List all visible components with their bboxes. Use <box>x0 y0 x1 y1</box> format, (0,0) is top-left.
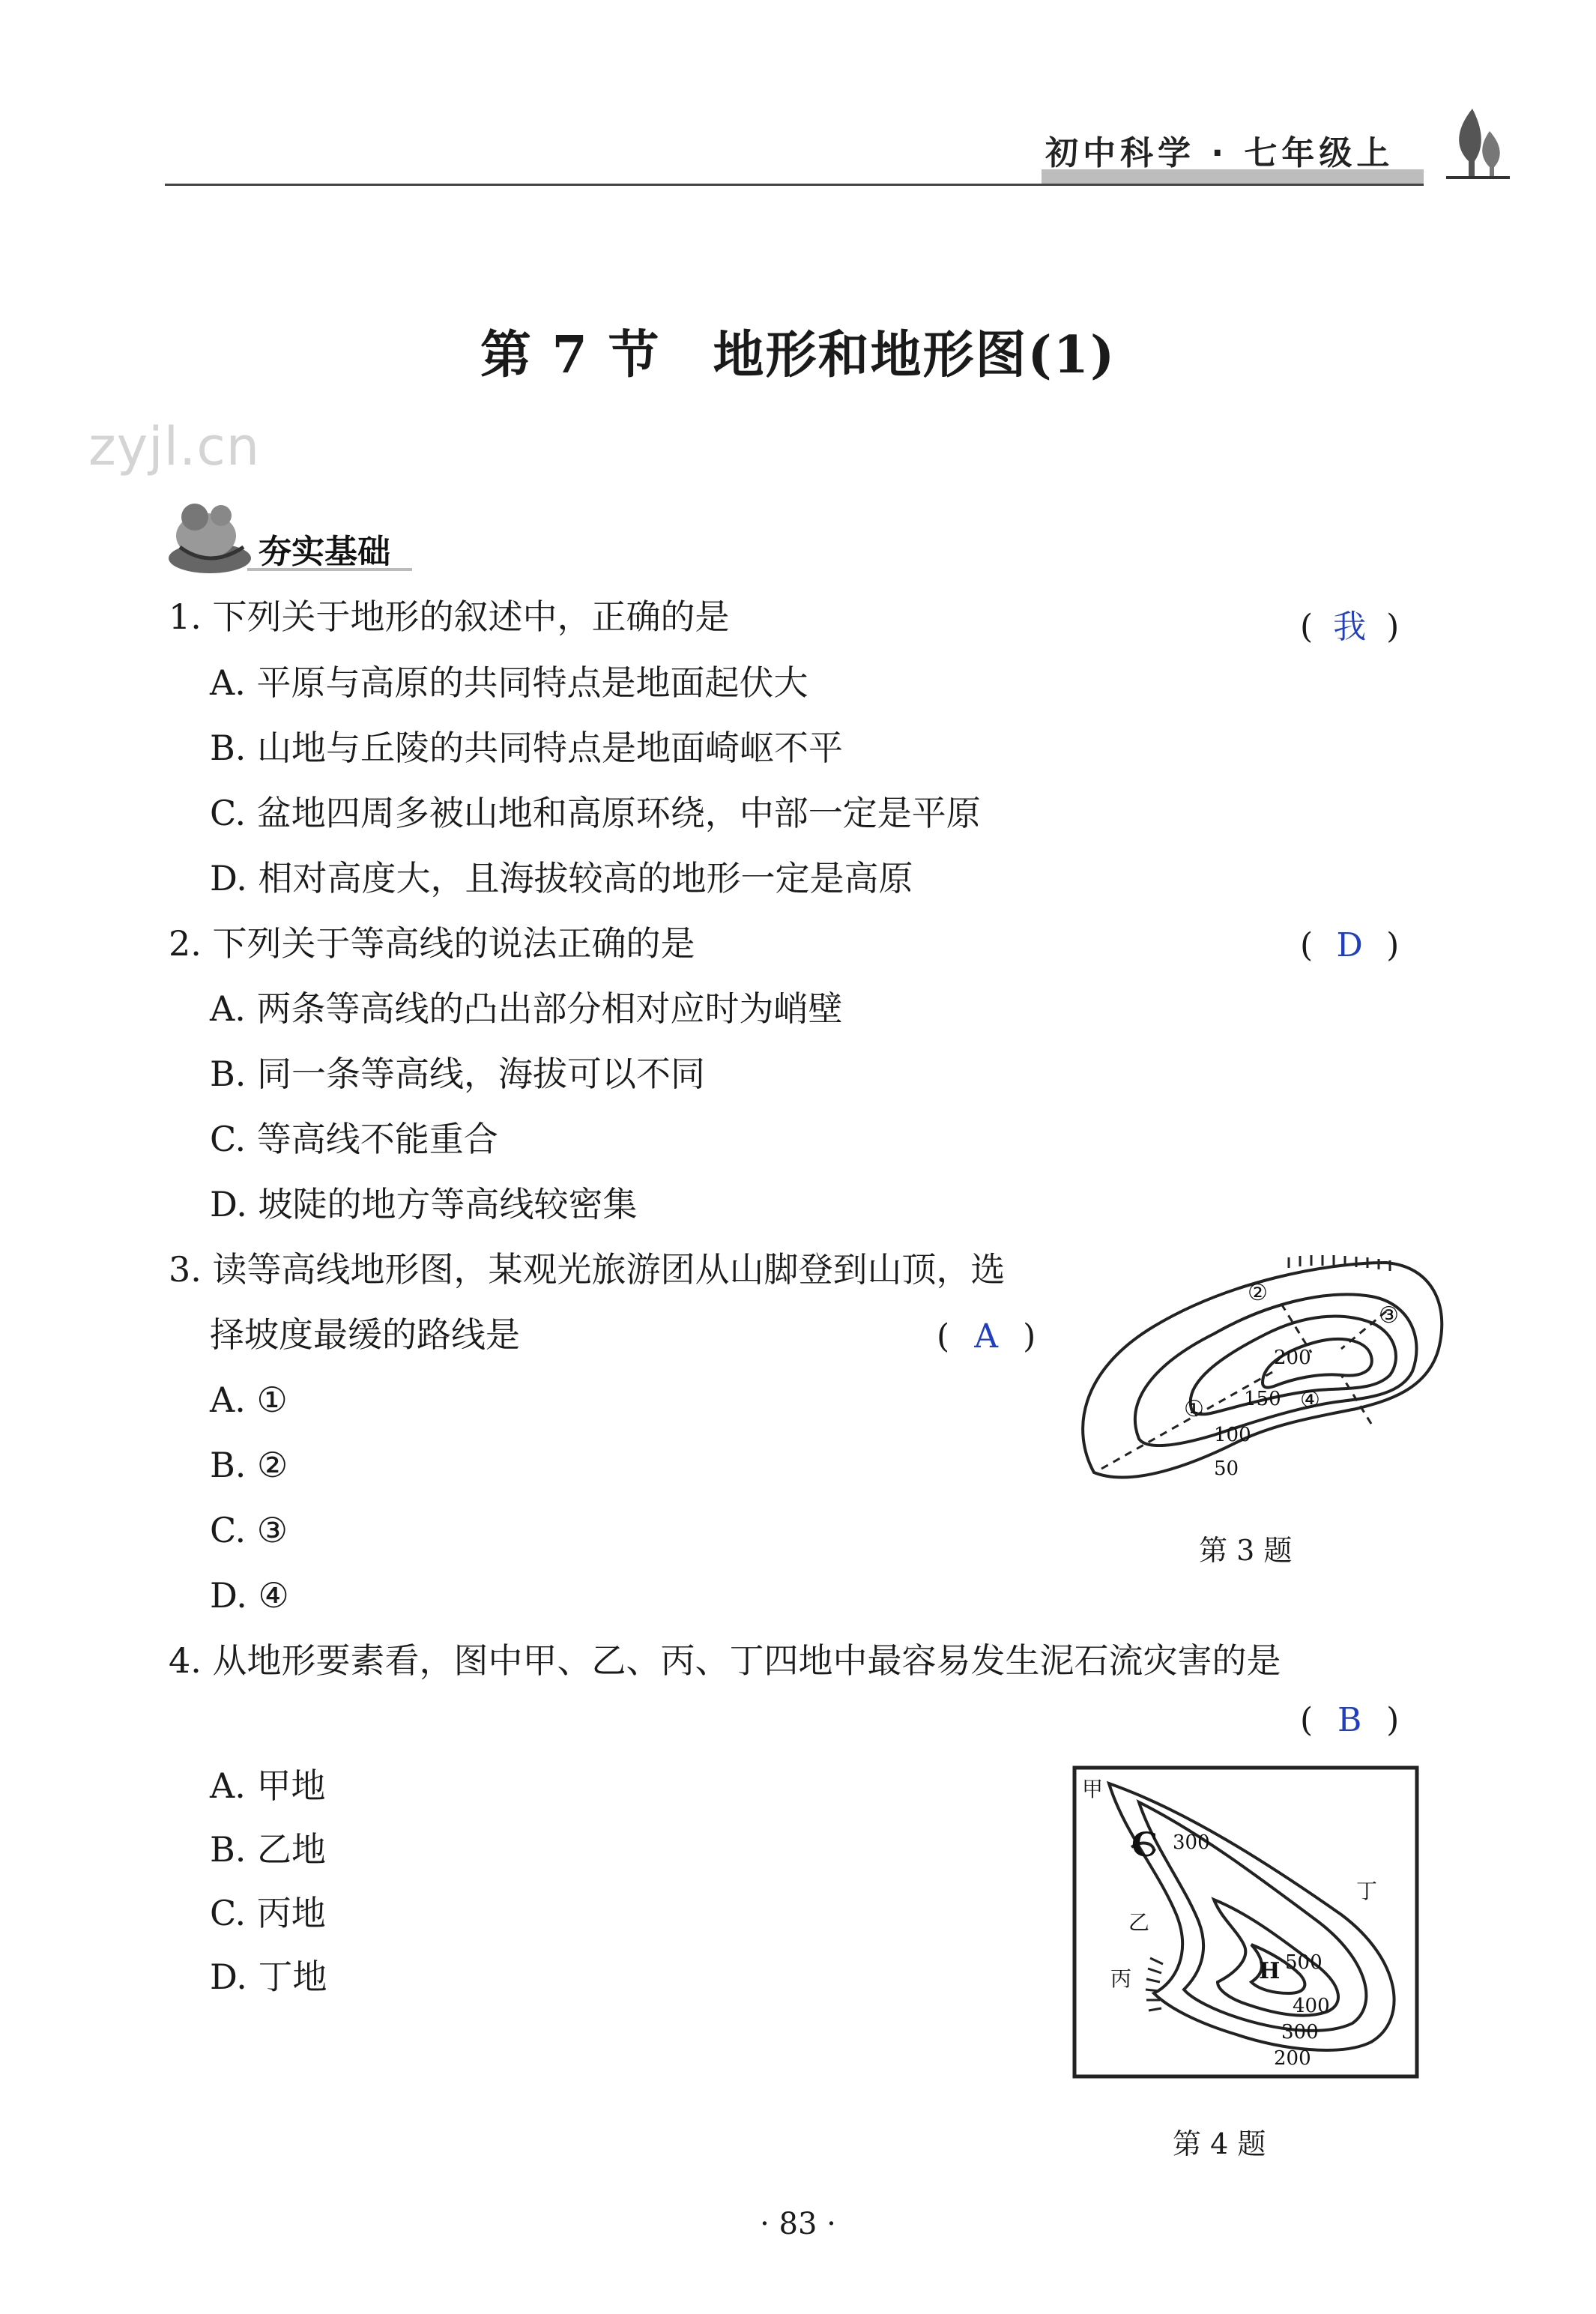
question-1-option-c: C. 盆地四周多被山地和高原环绕，中部一定是平原 <box>210 793 981 833</box>
question-4-option-d: D. 丁地 <box>210 1957 327 1997</box>
place-label-yi: 乙 <box>1128 1910 1150 1935</box>
book-header: 初中科学 · 七年级上 <box>1045 134 1394 172</box>
contour-label-150: 150 <box>1244 1388 1281 1410</box>
route-label-4: ④ <box>1300 1387 1320 1413</box>
question-4-answer-box: ( B ) <box>1300 1701 1400 1739</box>
question-1-option-d: D. 相对高度大，且海拔较高的地形一定是高原 <box>210 858 913 898</box>
contour-label-100: 100 <box>1214 1424 1251 1446</box>
tree-icon <box>1439 101 1514 184</box>
question-2-answer: D <box>1336 926 1363 964</box>
question-2-answer-box: ( D ) <box>1300 926 1400 964</box>
question-3-option-a: A. ① <box>210 1380 288 1420</box>
figure-3-contour-map <box>1071 1229 1461 1506</box>
question-1-option-b: B. 山地与丘陵的共同特点是地面崎岖不平 <box>210 728 844 768</box>
question-4-option-b: B. 乙地 <box>210 1829 327 1870</box>
contour-label-50: 50 <box>1214 1457 1239 1480</box>
section-mascot-icon <box>165 495 255 577</box>
figure-4-caption: 第 4 题 <box>1173 2127 1266 2160</box>
map-symbol-c: C <box>1131 1826 1158 1864</box>
question-3-option-b: B. ② <box>210 1445 288 1485</box>
section-label: 夯实基础 <box>259 533 390 571</box>
question-3-option-d: D. ④ <box>210 1575 289 1616</box>
question-3-stem-line1: 3. 读等高线地形图，某观光旅游团从山脚登到山顶，选 <box>169 1249 1006 1290</box>
contour-label-500: 500 <box>1285 1951 1323 1974</box>
watermark: zyjl.cn <box>88 416 261 477</box>
question-4-option-a: A. 甲地 <box>210 1765 326 1806</box>
question-3-answer: A <box>974 1317 999 1356</box>
question-3-option-c: C. ③ <box>210 1510 288 1550</box>
contour-label-200: 200 <box>1274 1347 1311 1369</box>
map-symbol-h: H <box>1259 1958 1281 1984</box>
figure-4-contour-map <box>1071 1765 1420 2079</box>
page-title: 第 7 节 地形和地形图(1) <box>480 325 1116 385</box>
question-1-answer-box: ( 我 ) <box>1300 599 1399 647</box>
header-rule <box>165 184 1424 186</box>
question-2-option-c: C. 等高线不能重合 <box>210 1119 498 1159</box>
contour-label-300-top: 300 <box>1173 1831 1210 1854</box>
question-1-answer: 我 <box>1333 608 1367 646</box>
route-label-2: ② <box>1248 1280 1268 1306</box>
question-2-stem: 2. 下列关于等高线的说法正确的是 <box>169 923 695 964</box>
question-2-option-d: D. 坡陡的地方等高线较密集 <box>210 1184 638 1224</box>
question-4-answer: B <box>1337 1701 1362 1739</box>
place-label-bing: 丙 <box>1110 1966 1132 1991</box>
question-2-option-b: B. 同一条等高线，海拔可以不同 <box>210 1054 706 1094</box>
contour-label-400: 400 <box>1293 1995 1330 2017</box>
place-label-ding: 丁 <box>1356 1879 1378 1903</box>
route-label-1: ① <box>1184 1396 1204 1422</box>
figure-3-caption: 第 3 题 <box>1199 1534 1293 1567</box>
page-number: · 83 · <box>760 2207 836 2241</box>
contour-label-200: 200 <box>1274 2047 1311 2070</box>
question-2-option-a: A. 两条等高线的凸出部分相对应时为峭壁 <box>210 988 843 1029</box>
route-label-3: ③ <box>1379 1302 1399 1329</box>
question-1-option-a: A. 平原与高原的共同特点是地面起伏大 <box>210 662 808 703</box>
contour-label-300-bottom: 300 <box>1281 2021 1319 2043</box>
question-4-stem: 4. 从地形要素看，图中甲、乙、丙、丁四地中最容易发生泥石流灾害的是 <box>169 1640 1281 1681</box>
question-4-option-c: C. 丙地 <box>210 1893 326 1933</box>
question-1-stem: 1. 下列关于地形的叙述中，正确的是 <box>169 596 730 637</box>
question-3-answer-box: ( A ) <box>937 1317 1036 1356</box>
place-label-jia: 甲 <box>1082 1777 1104 1801</box>
question-3-stem-line2: 择坡度最缓的路线是 <box>210 1314 520 1355</box>
contour-100 <box>1135 1294 1417 1446</box>
